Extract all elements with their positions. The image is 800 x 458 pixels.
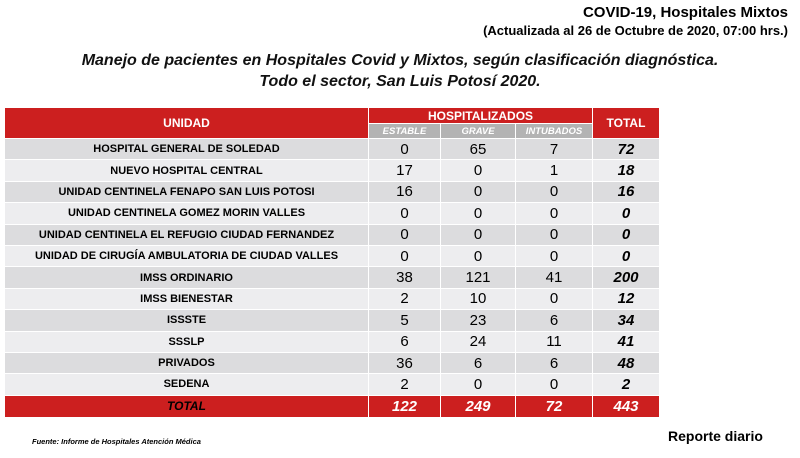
total-value: 0: [593, 203, 660, 224]
intubados-value: 11: [516, 331, 593, 352]
total-value: 41: [593, 331, 660, 352]
total-intubados: 72: [516, 395, 593, 417]
unit-name: SSSLP: [5, 331, 369, 352]
table-row: [5, 160, 660, 181]
grave-value: 6: [441, 352, 516, 373]
unit-name: NUEVO HOSPITAL CENTRAL: [5, 160, 369, 181]
total-grave: 249: [441, 395, 516, 417]
grave-value: 0: [441, 224, 516, 245]
intubados-value: 0: [516, 181, 593, 202]
table-row: [5, 374, 660, 395]
totals-label: TOTAL: [5, 395, 369, 417]
update-timestamp: (Actualizada al 26 de Octubre de 2020, 07:00 hrs.): [483, 23, 788, 38]
unit-name: IMSS ORDINARIO: [5, 267, 369, 288]
total-estable: 122: [369, 395, 441, 417]
total-value: 0: [593, 245, 660, 266]
col-header-hospitalizados: HOSPITALIZADOS: [369, 108, 593, 124]
grave-value: 0: [441, 181, 516, 202]
grave-value: 24: [441, 331, 516, 352]
table-row: [5, 331, 660, 352]
unit-name: UNIDAD CENTINELA GOMEZ MORIN VALLES: [5, 203, 369, 224]
estable-value: 0: [369, 245, 441, 266]
unit-name: ISSSTE: [5, 310, 369, 331]
caption-line-1: Manejo de pacientes en Hospitales Covid y Mixtos, según clasificación diagnóstica.: [81, 52, 719, 69]
estable-value: 0: [369, 224, 441, 245]
total-value: 34: [593, 310, 660, 331]
grand-total: 443: [593, 395, 660, 417]
col-header-total: TOTAL: [593, 108, 660, 139]
intubados-value: 0: [516, 288, 593, 309]
table-row: [5, 139, 660, 160]
grave-value: 23: [441, 310, 516, 331]
daily-report-label: Reporte diario: [668, 428, 763, 444]
table-row: [5, 203, 660, 224]
table-row: [5, 267, 660, 288]
total-value: 200: [593, 267, 660, 288]
estable-value: 36: [369, 352, 441, 373]
patients-table: [4, 107, 660, 418]
unit-name: IMSS BIENESTAR: [5, 288, 369, 309]
caption-line-2: Todo el sector, San Luis Potosí 2020.: [259, 73, 541, 90]
estable-value: 16: [369, 181, 441, 202]
estable-value: 0: [369, 203, 441, 224]
estable-value: 2: [369, 374, 441, 395]
report-title: COVID-19, Hospitales Mixtos: [582, 4, 788, 21]
intubados-value: 0: [516, 224, 593, 245]
unit-name: SEDENA: [5, 374, 369, 395]
estable-value: 0: [369, 139, 441, 160]
unit-name: HOSPITAL GENERAL DE SOLEDAD: [5, 139, 369, 160]
unit-name: UNIDAD CENTINELA FENAPO SAN LUIS POTOSI: [5, 181, 369, 202]
col-header-grave: GRAVE: [441, 124, 516, 139]
grave-value: 0: [441, 203, 516, 224]
unit-name: UNIDAD DE CIRUGÍA AMBULATORIA DE CIUDAD VALLES: [5, 245, 369, 266]
grave-value: 0: [441, 374, 516, 395]
intubados-value: 7: [516, 139, 593, 160]
estable-value: 2: [369, 288, 441, 309]
estable-value: 38: [369, 267, 441, 288]
table-row: [5, 310, 660, 331]
unit-name: UNIDAD CENTINELA EL REFUGIO CIUDAD FERNANDEZ: [5, 224, 369, 245]
table-caption: [0, 50, 800, 92]
total-value: 72: [593, 139, 660, 160]
total-value: 18: [593, 160, 660, 181]
intubados-value: 1: [516, 160, 593, 181]
table-row: [5, 181, 660, 202]
header: [483, 4, 788, 38]
intubados-value: 41: [516, 267, 593, 288]
grave-value: 65: [441, 139, 516, 160]
total-value: 0: [593, 224, 660, 245]
estable-value: 6: [369, 331, 441, 352]
grave-value: 121: [441, 267, 516, 288]
intubados-value: 6: [516, 310, 593, 331]
grave-value: 0: [441, 160, 516, 181]
estable-value: 5: [369, 310, 441, 331]
table-row: [5, 245, 660, 266]
col-header-estable: ESTABLE: [369, 124, 441, 139]
total-value: 2: [593, 374, 660, 395]
intubados-value: 0: [516, 374, 593, 395]
intubados-value: 0: [516, 245, 593, 266]
totals-row: [5, 395, 660, 417]
col-header-intubados: INTUBADOS: [516, 124, 593, 139]
grave-value: 10: [441, 288, 516, 309]
estable-value: 17: [369, 160, 441, 181]
table-row: [5, 352, 660, 373]
unit-name: PRIVADOS: [5, 352, 369, 373]
total-value: 16: [593, 181, 660, 202]
total-value: 12: [593, 288, 660, 309]
grave-value: 0: [441, 245, 516, 266]
total-value: 48: [593, 352, 660, 373]
table-row: [5, 224, 660, 245]
intubados-value: 0: [516, 203, 593, 224]
intubados-value: 6: [516, 352, 593, 373]
table-row: [5, 288, 660, 309]
source-note: Fuente: Informe de Hospitales Atención Médica: [32, 437, 201, 446]
col-header-unidad: UNIDAD: [5, 108, 369, 139]
